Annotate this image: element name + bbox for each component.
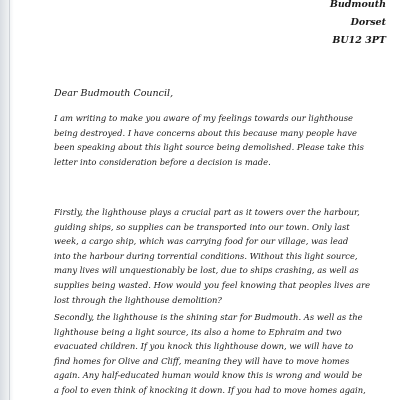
salutation: Dear Budmouth Council, (54, 88, 174, 99)
paragraph-line: I am writing to make you aware of my feelings towards our lighthouse (54, 113, 353, 123)
paragraph-line: many lives will unquestionably be lost, due to ships crashing, as well as (54, 265, 359, 276)
paragraph-line: lighthouse being a light source, its also a home to Ephraim and two (54, 326, 342, 337)
paragraph-line: Secondly, the lighthouse is the shining star for Budmouth. As well as the (54, 312, 363, 322)
paragraph-line: into the harbour during torrential conditions. Without this light source, (54, 250, 358, 261)
paragraph-introduction (54, 111, 396, 169)
address-line-county: Dorset (350, 17, 386, 28)
sender-address (330, 0, 386, 50)
address-line-town: Budmouth (329, 0, 386, 10)
paragraph-line: letter into consideration before a decision is made. (54, 156, 271, 167)
paragraph-line: being destroyed. I have concerns about this because many people have (54, 127, 357, 138)
paragraph-line: lost through the lighthouse demolition? (54, 294, 222, 305)
page-edge-line (9, 0, 10, 400)
paragraph-secondly (54, 310, 396, 398)
paragraph-line: find homes for Olive and Cliff, meaning they will have to move homes (54, 355, 350, 366)
paragraph-line: Firstly, the lighthouse plays a crucial part as it towers over the harbour, (54, 207, 360, 217)
paragraph-line: supplies being wasted. How would you feel knowing that peoples lives are (54, 279, 371, 290)
paragraph-firstly (54, 205, 396, 307)
paragraph-line: week, a cargo ship, which was carrying food for our village, was lead (54, 236, 349, 247)
page-edge-shadow (0, 0, 14, 400)
paragraph-line: been speaking about this light source being demolished. Please take this (54, 142, 364, 153)
paragraph-line: evacuated children. If you knock this lighthouse down, we will have to (54, 341, 354, 352)
paragraph-line: a fool to even think of knocking it down. If you had to move homes again, (54, 384, 366, 395)
address-line-postcode: BU12 3PT (332, 35, 386, 46)
paragraph-line: again. Any half-educated human would know this is wrong and would be (54, 370, 363, 381)
paragraph-line: guiding ships, so supplies can be transported into our town. Only last (54, 221, 350, 232)
